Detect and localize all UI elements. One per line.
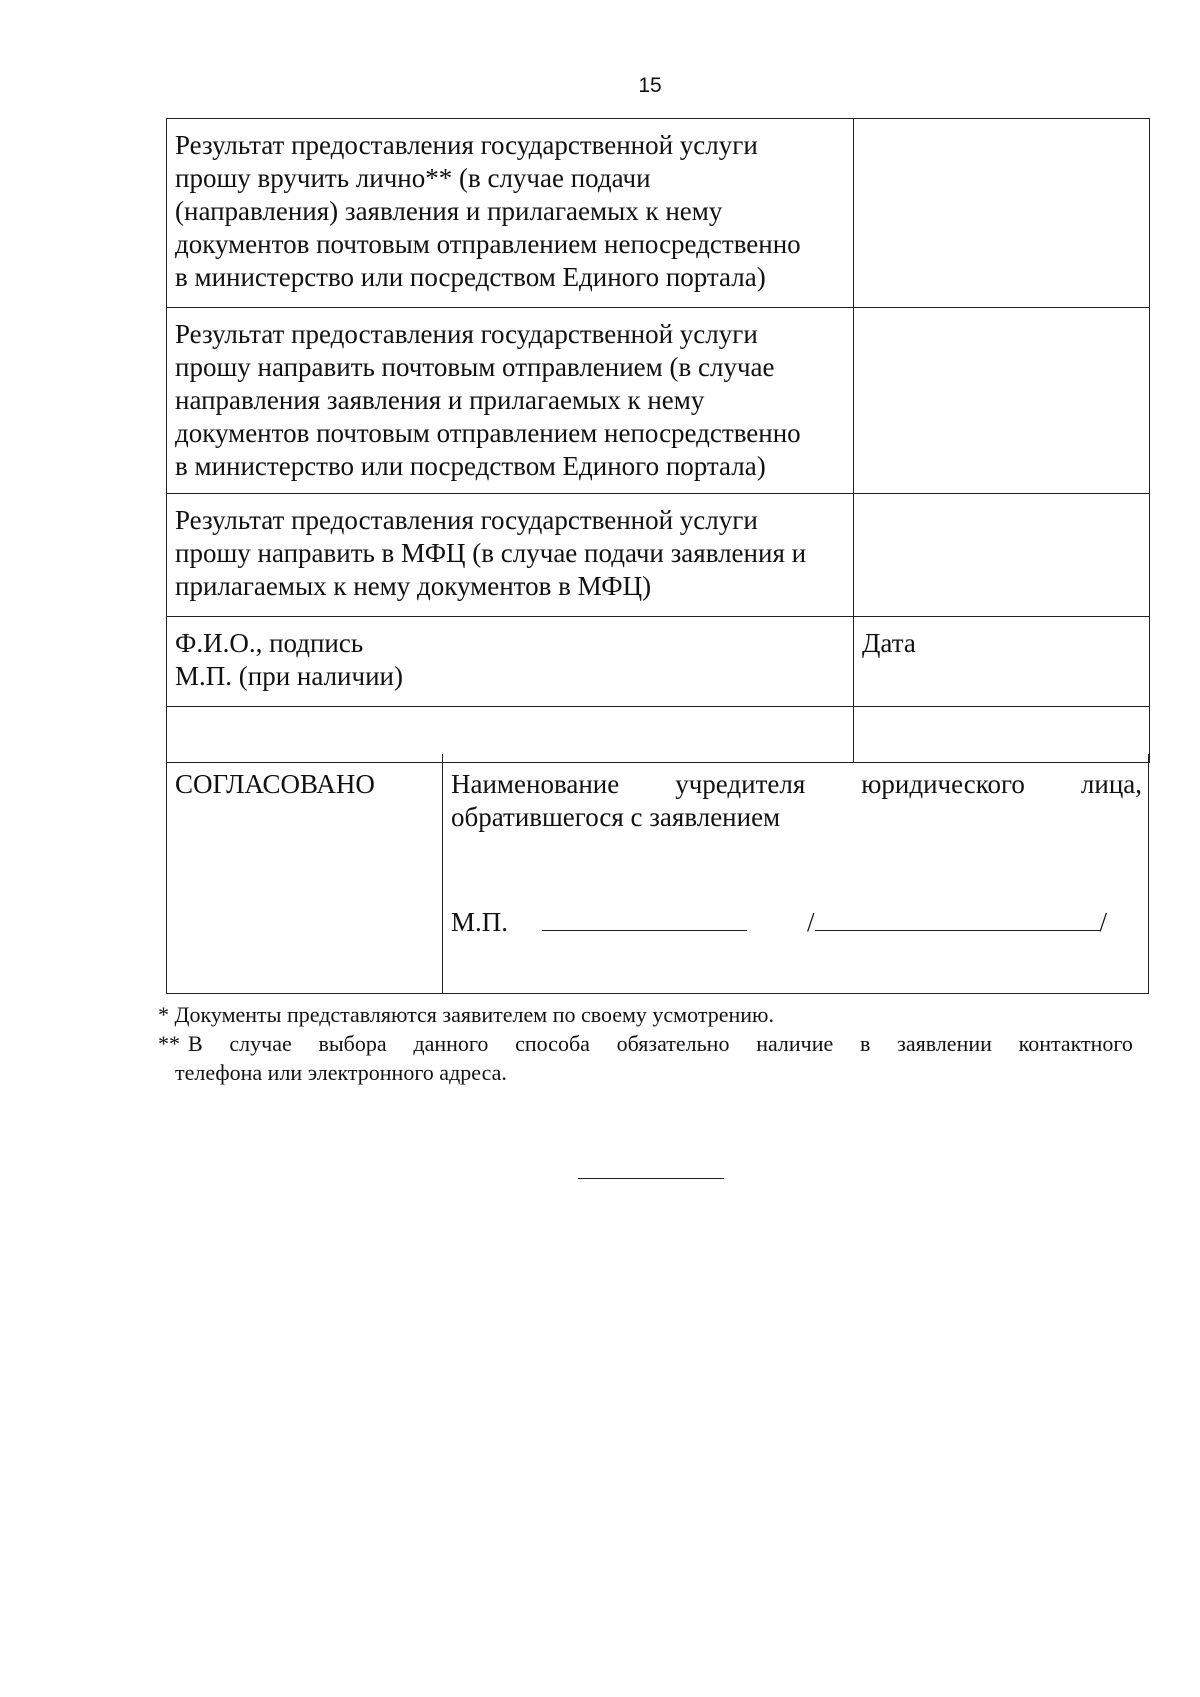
stamp-signature-line <box>451 904 1136 939</box>
text-line: (направления) заявления и прилагаемых к нему <box>175 196 723 226</box>
word: способа <box>515 1031 590 1056</box>
name-transcript-blank[interactable] <box>815 904 1100 931</box>
slash-open: / <box>807 907 815 937</box>
text-line: Результат предоставления государственной услуги <box>175 319 758 349</box>
footnote-2-mark: ** <box>158 1031 180 1056</box>
stamp-label: М.П. (при наличии) <box>175 661 403 691</box>
table-row <box>167 308 1150 494</box>
word: юридического <box>861 769 1025 799</box>
signature-label: Ф.И.О., подпись <box>175 628 364 658</box>
text-line: прошу направить в МФЦ (в случае подачи заявления и <box>175 538 807 568</box>
signature-blank[interactable] <box>542 904 747 931</box>
delivery-options-table <box>166 118 1150 763</box>
option-postal-delivery-mark-cell[interactable] <box>854 308 1150 494</box>
word: заявлении <box>897 1031 992 1056</box>
footnotes <box>158 1000 1133 1087</box>
word: наличие <box>756 1031 834 1056</box>
word: обязательно <box>616 1031 730 1056</box>
text-line: прилагаемых к нему документов в МФЦ) <box>175 571 652 601</box>
page-number: 15 <box>638 74 662 97</box>
approval-section <box>166 754 1149 994</box>
word: выбора <box>318 1031 387 1056</box>
text-line: направления заявления и прилагаемых к нему <box>175 385 705 415</box>
option-postal-delivery-text <box>167 308 854 494</box>
slash-close: / <box>1099 907 1108 937</box>
option-mfc-delivery-mark-cell[interactable] <box>854 494 1150 617</box>
word: учредителя <box>675 769 806 799</box>
word: лица, <box>1080 769 1142 799</box>
founder-title-line-2: обратившегося с заявлением <box>451 802 781 832</box>
table-row <box>167 617 1150 707</box>
text-line: прошу направить почтовым отправлением (в случае <box>175 352 775 382</box>
footnote-2-text <box>175 1029 1133 1087</box>
text-line: прошу вручить лично** (в случае подачи <box>175 163 651 193</box>
footnote-2 <box>158 1029 1133 1087</box>
word: В <box>188 1031 203 1056</box>
table-row <box>167 494 1150 617</box>
word: данного <box>413 1031 489 1056</box>
footnote-2-line-2: телефона или электронного адреса. <box>175 1060 507 1085</box>
text-line: документов почтовым отправлением непосредственно <box>175 418 801 448</box>
text-line: документов почтовым отправлением непосредственно <box>175 229 801 259</box>
option-personal-delivery-mark-cell[interactable] <box>854 119 1150 308</box>
option-mfc-delivery-text <box>167 494 854 617</box>
footnote-1: * Документы представляются заявителем по своему усмотрению. <box>158 1002 774 1027</box>
end-rule <box>578 1178 724 1179</box>
text-line: в министерство или посредством Единого портала) <box>175 262 766 292</box>
approval-label: СОГЛАСОВАНО <box>167 754 443 993</box>
word: контактного <box>1018 1031 1133 1056</box>
founder-block <box>443 754 1148 993</box>
table-row <box>167 119 1150 308</box>
word: в <box>860 1031 871 1056</box>
option-personal-delivery-text <box>167 119 854 308</box>
word: случае <box>229 1031 292 1056</box>
footnote-2-line-1 <box>188 1029 1133 1058</box>
stamp-abbrev: М.П. <box>451 907 509 937</box>
text-line: в министерство или посредством Единого портала) <box>175 451 766 481</box>
founder-title-line <box>451 768 1142 801</box>
text-line: Результат предоставления государственной услуги <box>175 505 758 535</box>
signature-label-cell <box>167 617 854 707</box>
text-line: Результат предоставления государственной услуги <box>175 130 758 160</box>
word: Наименование <box>451 769 620 799</box>
date-label: Дата <box>854 617 1150 707</box>
